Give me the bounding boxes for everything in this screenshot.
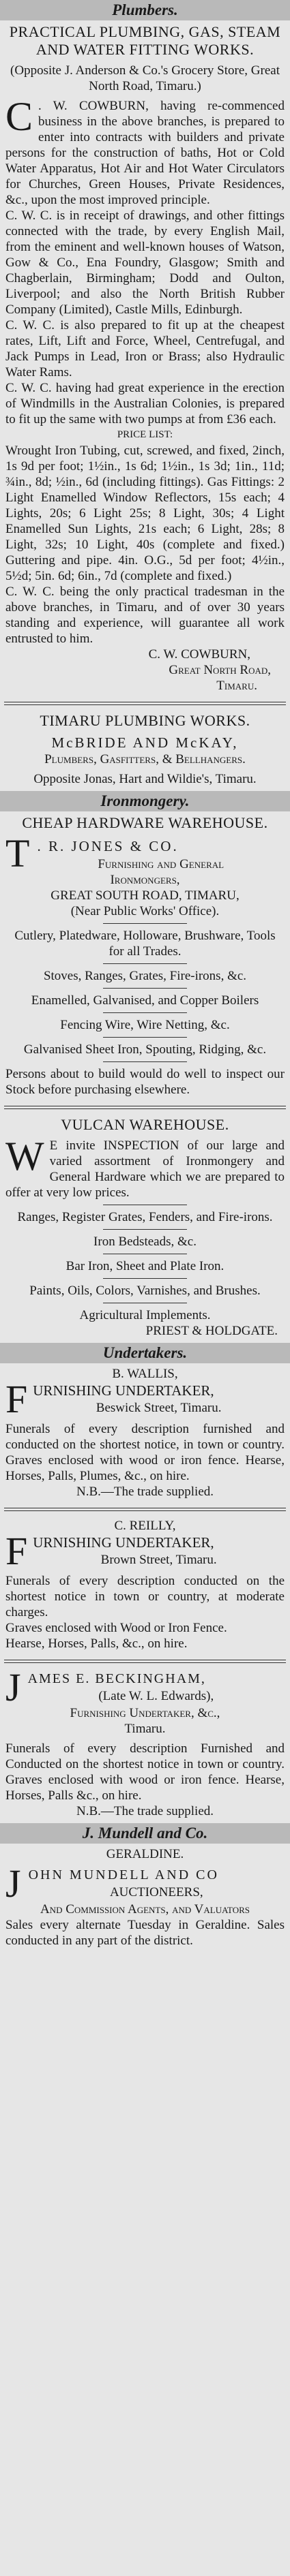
ad-address: Opposite Jonas, Hart and Wildie's, Timaru. [33,772,257,786]
ad-paragraph: Hearse, Horses, Palls, &c., on hire. [5,1636,188,1651]
ad-paragraph: C. W. C. being the only practical tradesman in the above branches, in Timaru, and of over 30 years standing and experience, will guarantee all work entrusted to him. [5,585,285,646]
ad-paragraph: C. W. C. is in receipt of drawings, and other fittings connected with the trade, by every English Mail, from the eminent and well-known houses of Watson, Gow & Co., Ena Foundry, Glasgow; Smith and Chagberlain, Birmingham; Dodd and Oulton, Liverpool; and also the North British Rubber Company (Limited), Castle Mills, Edinburgh. [5,208,285,317]
price-list-label: PRICE LIST: [117,429,173,440]
ad-line: Cutlery, Platedware, Holloware, Brushware, Tools for all Trades. [14,929,276,959]
ad-wallis [4,1363,286,1504]
section-heading-mundell: J. Mundell and Co. [0,1823,290,1844]
ad-subtitle: And Commission Agents, and Valuators [40,1902,250,1917]
ad-line: Galvanised Sheet Iron, Spouting, Ridging, &c. [23,1042,267,1057]
divider [4,1508,286,1511]
ad-note: N.B.—The trade supplied. [76,1804,214,1818]
ad-title: CHEAP HARDWARE WAREHOUSE. [22,814,268,831]
ad-title: VULCAN WAREHOUSE. [61,1116,229,1133]
ad-paragraph: Persons about to build would do well to inspect our Stock before purchasing elsewhere. [5,1067,285,1097]
ad-paragraph: C. W. C. having had great experience in the erection of Windmills in the Australian Colonies, is prepared to fit up the same with two pumps at from £36 each. [5,381,285,426]
ad-vulcan [4,1113,286,1343]
ad-paragraph: Wrought Iron Tubing, cut, screwed, and fixed, 2inch, 1s 9d per foot; 1½in., 1s 6d; 1½in., 1s 3d; 1in., 11d; ¾in., 8d; ½in., 6d (including fittings). Gas Fittings: 2 Light Enamelled Window Reflectors, 15s each; 4 Lights, 20s; 6 Light 25s; 8 Light, 30s; 4 Light Enamelled Sun Lights, 21s each; 6 Light, 28s; 8 Light, 32s; 10 Light, 40s (complete and fixed.) Guttering and pipe. 4in. O.G., 5d per foot; 4½in., 5½d; 5in. 6d; 6in., 7d (complete and fixed.) [5,444,285,583]
ad-line: Stoves, Ranges, Grates, Fire-irons, &c. [43,969,247,983]
ad-line: Bar Iron, Sheet and Plate Iron. [66,1259,224,1273]
drop-cap: F [5,1529,28,1573]
drop-cap: J [5,1861,23,1906]
ad-trades: Plumbers, Gasfitters, & Bellhangers. [44,752,246,766]
ad-note: N.B.—The trade supplied. [76,1485,214,1499]
drop-cap: C [5,94,33,139]
ad-signature-address: Great North Road, [169,663,271,677]
short-rule [103,1037,187,1038]
ad-address: GREAT SOUTH ROAD, TIMARU, [50,888,240,903]
ad-address: Brown Street, Timaru. [100,1553,217,1567]
drop-cap: T [5,831,32,875]
divider [4,1660,286,1663]
ad-late: (Late W. L. Edwards), [98,1689,214,1703]
ad-mundell [4,1844,286,1953]
ad-text: E invite INSPECTION of our large and varied assortment of Ironmongery and General Hardware which we are prepared to offer at very low prices. [5,1138,285,1200]
ad-title: OHN MUNDELL AND CO [28,1867,219,1882]
ad-town: GERALDINE. [106,1847,184,1861]
ad-title: TIMARU PLUMBING WORKS. [40,712,250,729]
drop-cap: F [5,1377,28,1421]
ad-cowburn [4,20,286,698]
ad-beckingham [4,1667,286,1823]
ad-paragraph: Funerals of every description conducted on the shortest notice in town or country, at moderate charges. [5,1574,285,1619]
ad-address: Beswick Street, Timaru. [96,1401,222,1415]
divider [4,702,286,705]
ad-paragraph: Funerals of every description furnished and conducted on the shortest notice, in town or country. Graves enclosed with wood or iron fence. Hearse, Horses, Palls, Plumes, &c., on hire. [5,1422,285,1483]
ad-paragraph: Sales every alternate Tuesday in Geraldine. Sales conducted in any part of the district. [5,1918,285,1948]
short-rule [103,963,187,964]
section-heading-undertakers: Undertakers. [0,1343,290,1363]
section-heading-ironmongery: Ironmongery. [0,791,290,811]
ad-name: . R. JONES & CO. [37,838,179,854]
short-rule [103,1278,187,1279]
ad-signature: PRIEST & HOLDGATE. [145,1324,278,1338]
short-rule [103,1061,187,1062]
ad-line: Enamelled, Galvanised, and Copper Boilers [31,993,259,1008]
ad-paragraph [5,1134,285,1200]
ad-name: B. WALLIS, [112,1367,178,1381]
ad-title: URNISHING UNDERTAKER, [33,1534,214,1551]
ad-name: C. REILLY, [114,1519,176,1533]
ad-line: Iron Bedsteads, &c. [93,1235,197,1249]
ad-text: . W. COWBURN, having re-commenced business in the above branches, is prepared to enter into contracts with builders and private persons for the construction of baths, Hot or Cold Water Apparatus, Hot Air and Hot Water Circulators for Churches, Green Houses, Private Residences, &c., upon the most improved principle. [5,99,285,207]
short-rule [103,1229,187,1230]
ad-address: (Near Public Works' Office). [70,904,220,918]
ad-role: AUCTIONEERS, [109,1885,203,1899]
ad-line: Fencing Wire, Wire Netting, &c. [60,1018,230,1032]
ad-town: Timaru. [124,1722,166,1736]
ad-signature-town: Timaru. [216,679,257,693]
ad-line: Agricultural Implements. [79,1308,211,1322]
ad-line: Ranges, Register Grates, Fenders, and Fire-irons. [17,1210,273,1224]
drop-cap: J [5,1665,23,1709]
ad-title: URNISHING UNDERTAKER, [33,1382,214,1399]
ad-paragraph: Funerals of every description Furnished and Conducted on the shortest notice in town or country. Graves enclosed with wood or iron fence. Hearse, Horses, Palls &c., on hire. [5,1741,285,1803]
short-rule [103,1012,187,1013]
divider [4,1106,286,1109]
ad-trades: Furnishing and General [98,857,224,871]
ad-title: PRACTICAL PLUMBING, GAS, STEAM AND WATER FITTING WORKS. [9,23,281,58]
short-rule [103,923,187,924]
ad-mcbride [4,709,286,791]
ad-title: AMES E. BECKINGHAM, [27,1671,206,1686]
ad-address: (Opposite J. Anderson & Co.'s Grocery Store, Great North Road, Timaru.) [10,63,280,93]
section-heading-plumbers: Plumbers. [0,0,290,20]
ad-trades: Ironmongers, [110,873,180,887]
ad-paragraph: C. W. C. is also prepared to fit up at the cheapest rates, Lift, Lift and Force, Wheel, Centrefugal, and Jack Pumps in Lead, Iron or Brass; also Hydraulic Water Rams. [5,318,285,379]
ad-paragraph [5,94,285,208]
ad-signature: C. W. COWBURN, [148,647,250,662]
drop-cap: W [5,1134,44,1179]
short-rule [103,988,187,989]
ad-jones [4,811,286,1102]
ad-name: McBRIDE AND McKAY, [51,734,239,751]
ad-paragraph: Graves enclosed with Wood or Iron Fence. [5,1621,227,1635]
ad-reilly [4,1515,286,1656]
ad-trades: Furnishing Undertaker, &c., [70,1706,220,1720]
ad-line: Paints, Oils, Colors, Varnishes, and Brushes. [29,1284,261,1298]
